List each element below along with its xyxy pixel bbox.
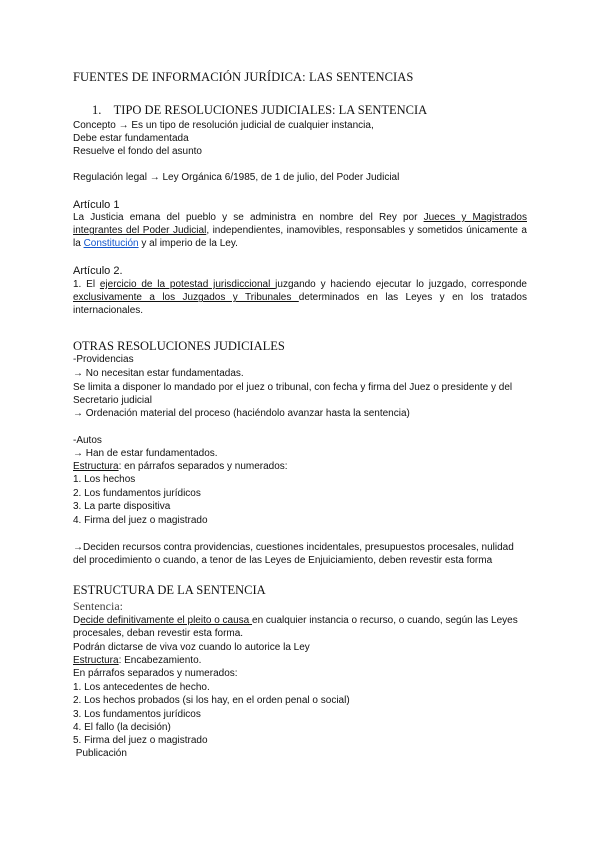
sentencia-subheading: Sentencia: [73,599,123,613]
autos-line: → Han de estar fundamentados. [73,448,218,459]
viva-voz-line: Podrán dictarse de viva voz cuando lo autorice la Ley [73,642,310,653]
deciden-line: →Deciden recursos contra providencias, cuestiones incidentales, presupuestos procesales, nulidad [73,542,514,553]
providencias-line: -Providencias [73,354,134,365]
autos-item: 1. Los hechos [73,474,136,485]
procesales-line: procesales, deban revestir esta forma. [73,628,244,639]
fundamentada-line: Debe estar fundamentada [73,133,189,144]
resuelve-line: Resuelve el fondo del asunto [73,146,202,157]
regulacion-line: Regulación legal → Ley Orgánica 6/1985, de 1 de julio, del Poder Judicial [73,172,400,183]
articulo-2-part-1: 1. El [73,279,100,290]
parrafos-line: En párrafos separados y numerados: [73,668,238,679]
decide-part-b: en cualquier instancia o recurso, o cuando, según las Leyes [252,615,518,626]
estructura-line [73,655,201,667]
estructura-item: 5. Firma del juez o magistrado [73,735,208,746]
decide-part-a: D [73,615,81,626]
constitucion-link[interactable]: Constitución [83,238,139,250]
decide-line [73,615,518,627]
deciden-line: del procedimiento o cuando, a tenor de las Leyes de Enjuiciamiento, deben revestir esta forma [73,555,493,566]
section-1-number: 1. [92,103,102,117]
concepto-line: Concepto → Es un tipo de resolución judicial de cualquier instancia, [73,120,374,131]
articulo-1-part-2: , independientes, inamovibles, responsables y sometidos únicamente a la [73,225,527,250]
articulo-2-heading: Artículo 2. [73,265,123,277]
estructura-label: Estructura [73,655,119,666]
articulo-2-part-2: juzgando y haciendo ejecutar lo juzgado, corresponde [275,279,527,290]
decide-underline: ecide definitivamente el pleito o causa [80,615,253,626]
autos-heading: -Autos [73,435,102,446]
estructura-item: 3. Los fundamentos jurídicos [73,709,201,720]
articulo-1-heading: Artículo 1 [73,199,120,211]
articulo-2-underline-2: exclusivamente a los Juzgados y Tribunales [73,292,299,304]
autos-estructura-rest: : en párrafos separados y numerados: [118,461,288,472]
estructura-sentencia-heading: ESTRUCTURA DE LA SENTENCIA [73,583,266,597]
otras-resoluciones-heading: OTRAS RESOLUCIONES JUDICIALES [73,339,285,353]
articulo-2-part-3: determinados en las Leyes y en los tratados internacionales. [73,292,527,317]
autos-estructura-label: Estructura [73,461,119,472]
articulo-1-part-1: La Justicia emana del pueblo y se administra en nombre del Rey por [73,212,424,223]
providencias-line: Secretario judicial [73,395,152,406]
providencias-line: → Ordenación material del proceso (haciéndolo avanzar hasta la sentencia) [73,408,410,419]
autos-item: 3. La parte dispositiva [73,501,171,512]
articulo-1-underline: Jueces y Magistrados integrantes del Poder Judicial [73,212,527,237]
articulo-1-part-3: y al imperio de la Ley. [138,238,238,250]
providencias-line: Se limita a disponer lo mandado por el juez o tribunal, con fecha y firma del Juez o presidente y del [73,382,513,393]
section-1-heading [92,103,427,118]
articulo-1-text [73,211,527,251]
estructura-item: 2. Los hechos probados (si los hay, en el orden penal o social) [73,695,350,706]
autos-item: 2. Los fundamentos jurídicos [73,488,201,499]
estructura-item: 1. Los antecedentes de hecho. [73,682,210,693]
estructura-item: 4. El fallo (la decisión) [73,722,171,733]
providencias-line: → No necesitan estar fundamentadas. [73,368,244,379]
document-title: FUENTES DE INFORMACIÓN JURÍDICA: LAS SENTENCIAS [73,70,414,84]
section-1-title: TIPO DE RESOLUCIONES JUDICIALES: LA SENTENCIA [113,103,428,117]
autos-estructura-line [73,461,288,473]
publicacion-line: Publicación [73,748,127,759]
autos-item: 4. Firma del juez o magistrado [73,515,208,526]
articulo-2-text [73,278,527,318]
estructura-rest: : Encabezamiento. [118,655,202,666]
articulo-2-underline-1: ejercicio de la potestad jurisdiccional [99,279,276,290]
